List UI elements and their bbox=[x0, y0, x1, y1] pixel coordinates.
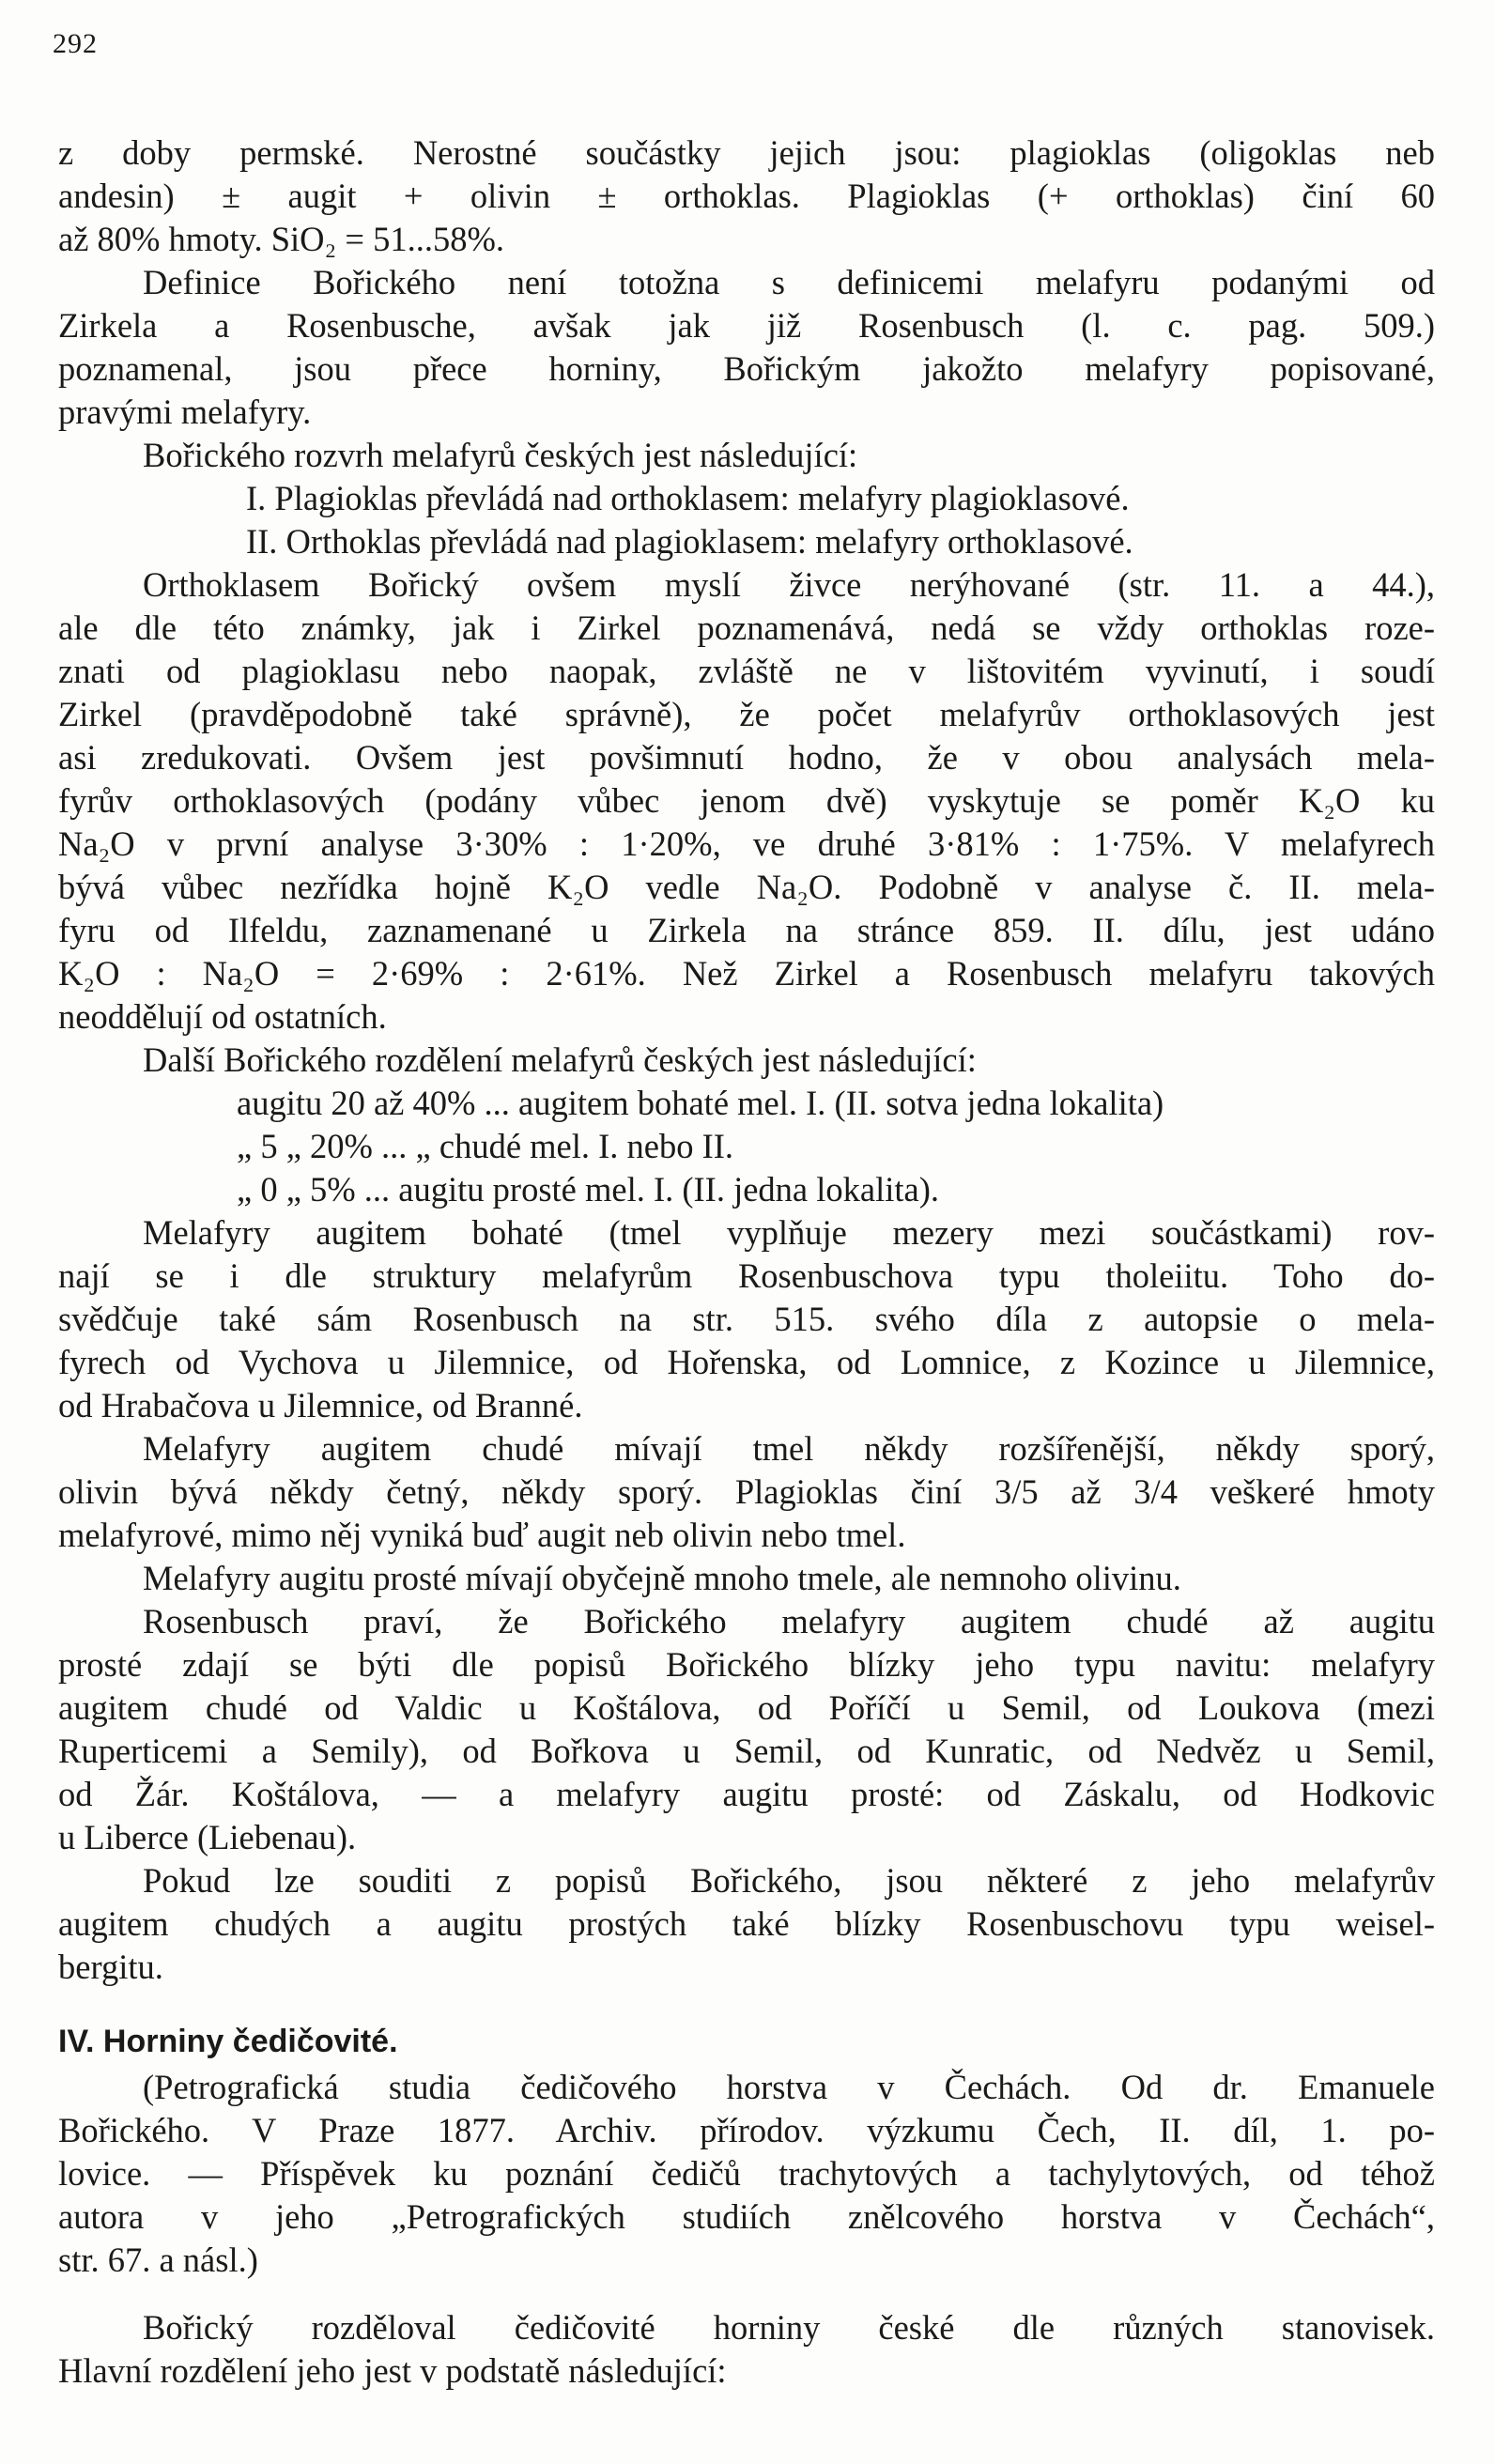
text-line: II. Orthoklas převládá nad plagioklasem: melafyry orthoklasové. bbox=[246, 522, 1133, 561]
text-line: Na₂O v první analyse 3·30% : 1·20%, ve druhé 3·81% : 1·75%. V melafyrech bbox=[58, 824, 1435, 863]
text-line: Bořického rozvrh melafyrů českých jest následující: bbox=[143, 436, 858, 474]
text-line: augitu 20 až 40% ... augitem bohaté mel. I. (II. sotva jedna lokalita) bbox=[237, 1084, 1164, 1122]
text-line: fyrech od Vychova u Jilemnice, od Hořenska, od Lomnice, z Kozince u Jilemnice, bbox=[58, 1343, 1435, 1381]
text-line: až 80% hmoty. SiO₂ = 51...58%. bbox=[58, 220, 504, 258]
text-line: str. 67. a násl.) bbox=[58, 2241, 258, 2279]
text-line: Další Bořického rozdělení melafyrů českých jest následující: bbox=[143, 1040, 977, 1079]
text-line: Hlavní rozdělení jeho jest v podstatě následující: bbox=[58, 2351, 727, 2390]
body-text bbox=[58, 131, 1435, 2393]
text-line: nají se i dle struktury melafyrům Rosenbuschova typu tholeiitu. Toho do- bbox=[58, 1256, 1435, 1295]
text-line: neoddělují od ostatních. bbox=[58, 997, 387, 1036]
text-line: poznamenal, jsou přece horniny, Bořickým jakožto melafyry popisované, bbox=[58, 349, 1435, 388]
text-line: pravými melafyry. bbox=[58, 393, 312, 431]
text-line: Zirkel (pravděpodobně také správně), že počet melafyrův orthoklasových jest bbox=[58, 695, 1435, 733]
text-line: fyru od Ilfeldu, zaznamenané u Zirkela na stránce 859. II. dílu, jest udáno bbox=[58, 911, 1435, 949]
text-line: od Žár. Koštálova, — a melafyry augitu prosté: od Záskalu, od Hodkovic bbox=[58, 1775, 1435, 1813]
section-heading: IV. Horniny čedičovité. bbox=[58, 2024, 398, 2059]
text-line: fyrův orthoklasových (podány vůbec jenom dvě) vyskytuje se poměr K₂O ku bbox=[58, 781, 1435, 820]
text-line: prosté zdají se býti dle popisů Bořického blízky jeho typu navitu: melafyry bbox=[58, 1645, 1435, 1684]
text-line: olivin bývá někdy četný, někdy sporý. Plagioklas činí 3/5 až 3/4 veškeré hmoty bbox=[58, 1472, 1435, 1511]
text-line: I. Plagioklas převládá nad orthoklasem: melafyry plagioklasové. bbox=[246, 479, 1130, 517]
text-line: bývá vůbec nezřídka hojně K₂O vedle Na₂O. Podobně v analyse č. II. mela- bbox=[58, 868, 1435, 906]
text-line: Zirkela a Rosenbusche, avšak jak již Rosenbusch (l. c. pag. 509.) bbox=[58, 306, 1435, 345]
text-line: od Hrabačova u Jilemnice, od Branné. bbox=[58, 1386, 583, 1424]
text-line: Melafyry augitem chudé mívají tmel někdy rozšířenější, někdy sporý, bbox=[143, 1429, 1435, 1468]
text-line: (Petrografická studia čedičového horstva v Čechách. Od dr. Emanuele bbox=[143, 2068, 1435, 2106]
text-line: augitem chudé od Valdic u Koštálova, od Poříčí u Semil, od Loukova (mezi bbox=[58, 1688, 1435, 1727]
text-line: augitem chudých a augitu prostých také blízky Rosenbuschovu typu weisel- bbox=[58, 1904, 1435, 1943]
text-line: melafyrové, mimo něj vyniká buď augit neb olivin nebo tmel. bbox=[58, 1516, 906, 1554]
text-line: Bořického. V Praze 1877. Archiv. přírodov. výzkumu Čech, II. díl, 1. po- bbox=[58, 2111, 1435, 2149]
text-line: Melafyry augitu prosté mívají obyčejně mnoho tmele, ale nemnoho olivinu. bbox=[143, 1559, 1181, 1597]
text-line: ale dle této známky, jak i Zirkel poznamenává, nedá se vždy orthoklas roze- bbox=[58, 608, 1435, 647]
text-line: Rosenbusch praví, že Bořického melafyry augitem chudé až augitu bbox=[143, 1602, 1435, 1640]
text-line: Melafyry augitem bohaté (tmel vyplňuje mezery mezi součástkami) rov- bbox=[143, 1213, 1435, 1252]
page-number: 292 bbox=[53, 28, 98, 59]
text-line: Orthoklasem Bořický ovšem myslí živce nerýhované (str. 11. a 44.), bbox=[143, 565, 1435, 604]
text-line: „ 0 „ 5% ... augitu prosté mel. I. (II. jedna lokalita). bbox=[237, 1170, 940, 1209]
text-line: „ 5 „ 20% ... „ chudé mel. I. nebo II. bbox=[237, 1127, 734, 1165]
text-line: Bořický rozděloval čedičovité horniny české dle různých stanovisek. bbox=[143, 2308, 1435, 2347]
text-line: Ruperticemi a Semily), od Bořkova u Semil, od Kunratic, od Nedvěz u Semil, bbox=[58, 1732, 1435, 1770]
text-line: Pokud lze souditi z popisů Bořického, jsou některé z jeho melafyrův bbox=[143, 1861, 1435, 1900]
text-line: znati od plagioklasu nebo naopak, zvláště ne v lištovitém vyvinutí, i soudí bbox=[58, 652, 1435, 690]
text-line: asi zredukovati. Ovšem jest povšimnutí hodno, že v obou analysách mela- bbox=[58, 738, 1435, 777]
text-line: Definice Bořického není totožna s definicemi melafyru podanými od bbox=[143, 263, 1435, 301]
text-line: u Liberce (Liebenau). bbox=[58, 1818, 357, 1856]
text-line: autora v jeho „Petrografických studiích znělcového horstva v Čechách“, bbox=[58, 2197, 1435, 2236]
text-line: andesin) ± augit + olivin ± orthoklas. Plagioklas (+ orthoklas) činí 60 bbox=[58, 177, 1435, 215]
text-line: K₂O : Na₂O = 2·69% : 2·61%. Než Zirkel a Rosenbusch melafyru takových bbox=[58, 954, 1435, 993]
text-line: lovice. — Příspěvek ku poznání čedičů trachytových a tachylytových, od téhož bbox=[58, 2154, 1435, 2193]
text-line: bergitu. bbox=[58, 1948, 163, 1986]
text-line: svědčuje také sám Rosenbusch na str. 515. svého díla z autopsie o mela- bbox=[58, 1300, 1435, 1338]
text-line: z doby permské. Nerostné součástky jejich jsou: plagioklas (oligoklas neb bbox=[58, 133, 1435, 172]
